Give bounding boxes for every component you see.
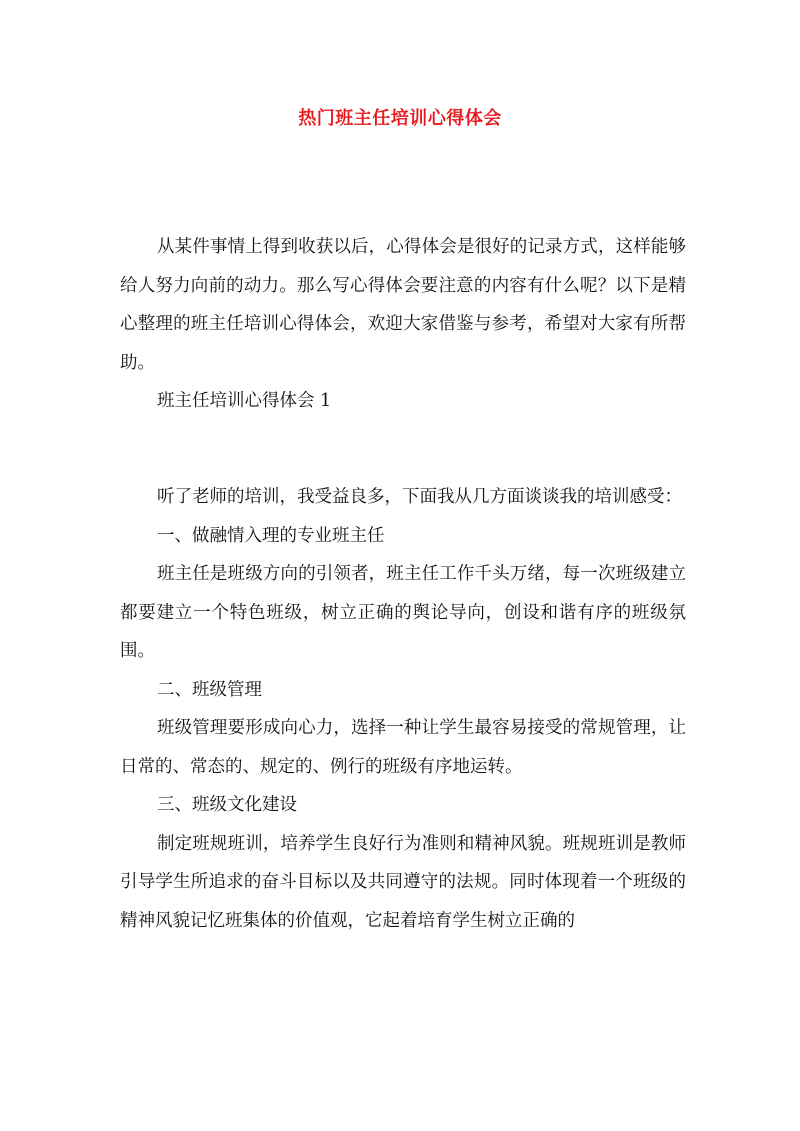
point-3-heading: 三、班级文化建设 (157, 795, 297, 815)
section-heading-1: 班主任培训心得体会 1 (157, 391, 332, 411)
document-title: 热门班主任培训心得体会 (298, 108, 502, 129)
point-2-heading: 二、班级管理 (157, 679, 262, 700)
point-3-paragraph: 制定班规班训，培养学生良好行为准则和精神风貌。班规班训是教师引导学生所追求的奋斗目标以及共同遵守的法规。同时体现着一个班级的精神风貌记忆班集体的价值观，它起着培育学生树立正确的 (120, 833, 686, 931)
point-2-paragraph: 班级管理要形成向心力，选择一种让学生最容易接受的常规管理，让日常的、常态的、规定的、例行的班级有序地运转。 (120, 718, 686, 777)
point-1-heading: 一、做融情入理的专业班主任 (157, 525, 385, 546)
section-1-body (120, 478, 686, 940)
section-1-intro: 听了老师的培训，我受益良多，下面我从几方面谈谈我的培训感受： (157, 487, 682, 507)
intro-block (120, 228, 686, 421)
point-1-paragraph: 班主任是班级方向的引领者，班主任工作千头万绪，每一次班级建立都要建立一个特色班级，树立正确的舆论导向，创设和谐有序的班级氛围。 (120, 564, 686, 661)
intro-paragraph: 从某件事情上得到收获以后，心得体会是很好的记录方式，这样能够给人努力向前的动力。那么写心得体会要注意的内容有什么呢？以下是精心整理的班主任培训心得体会，欢迎大家借鉴与参考，希望对大家有所帮助。 (120, 237, 686, 373)
